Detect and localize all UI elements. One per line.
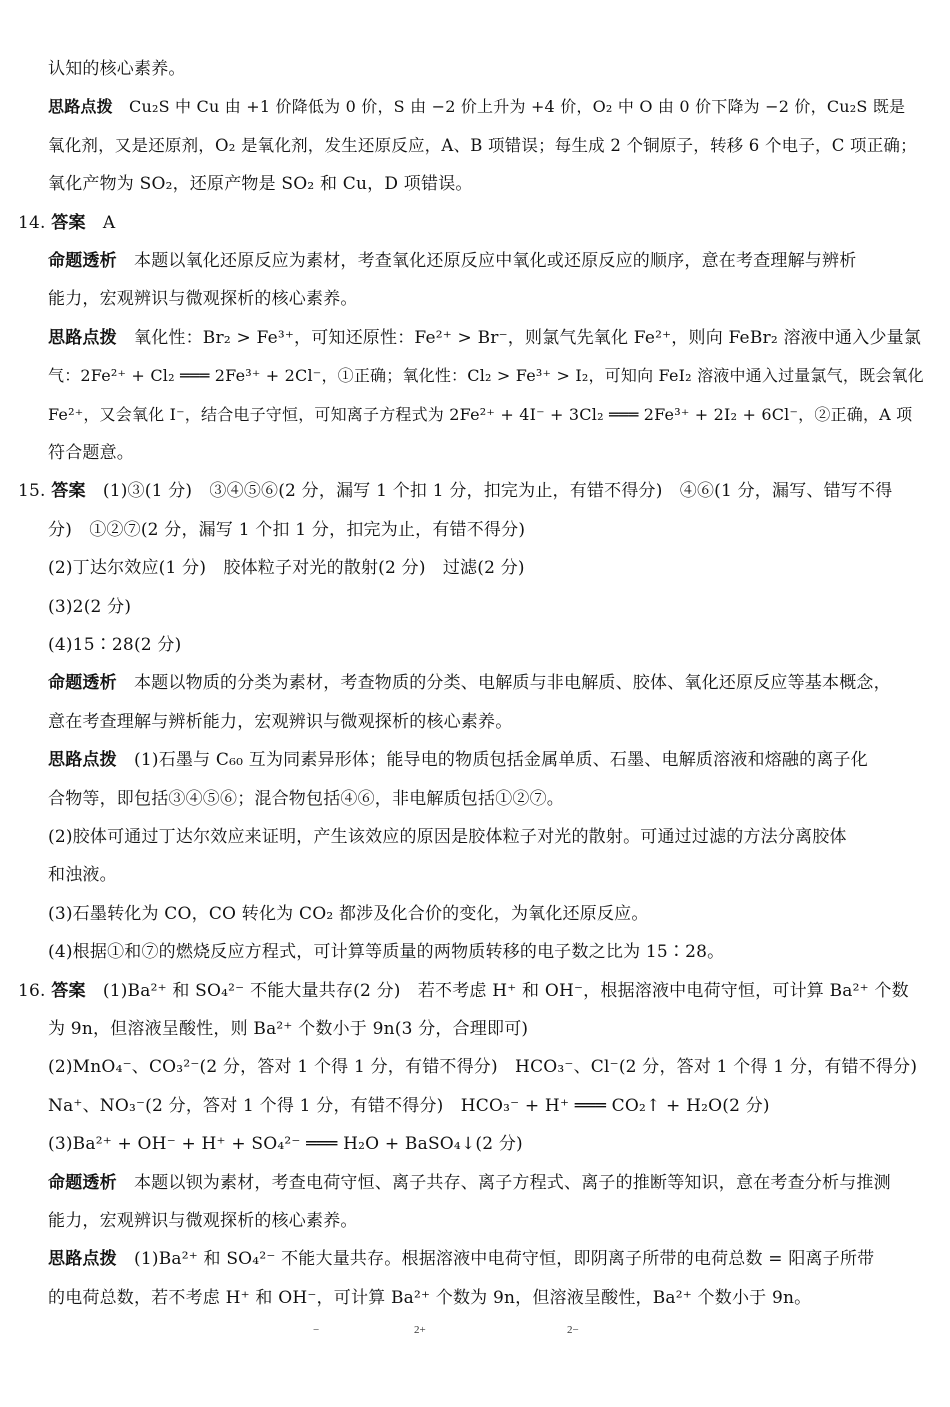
line-text: (2)胶体可通过丁达尔效应来证明，产生该效应的原因是胶体粒子对光的散射。可通过过滤的方法分离胶体 bbox=[48, 827, 847, 847]
text-line bbox=[48, 1209, 928, 1233]
line-text: (2)MnO₄⁻、CO₃²⁻(2 分，答对 1 个得 1 分，有错不得分) HCO₃⁻、Cl⁻(2 分，答对 1 个得 1 分，有错不得分) bbox=[48, 1057, 918, 1077]
text-line bbox=[48, 710, 928, 734]
text-line bbox=[48, 1171, 928, 1195]
question-number: 16. bbox=[18, 981, 52, 1001]
text-line bbox=[48, 671, 928, 695]
text-line bbox=[48, 326, 928, 350]
section-label: 答案 bbox=[51, 481, 86, 501]
line-text: 意在考查理解与辨析能力，宏观辨识与微观探析的核心素养。 bbox=[48, 712, 513, 732]
line-text: (1)Ba²⁺ 和 SO₄²⁻ 不能大量共存。根据溶液中电荷守恒，即阴离子所带的电荷总数 = 阳离子所带 bbox=[116, 1249, 875, 1269]
text-line bbox=[18, 211, 898, 235]
footer-fragment: − bbox=[313, 1324, 320, 1336]
line-text: (3)2(2 分) bbox=[48, 597, 132, 617]
text-line bbox=[48, 57, 928, 81]
text-line bbox=[48, 518, 928, 542]
text-line bbox=[48, 1286, 928, 1310]
text-line bbox=[48, 633, 928, 657]
line-text: 本题以氧化还原反应为素材，考查氧化还原反应中氧化或还原反应的顺序，意在考查理解与辨析 bbox=[116, 251, 857, 271]
section-label: 思路点拨 bbox=[48, 328, 117, 348]
section-label: 命题透析 bbox=[48, 673, 117, 693]
question-number: 14. bbox=[18, 213, 52, 233]
line-text: 认知的核心素养。 bbox=[48, 59, 186, 79]
text-line bbox=[48, 364, 928, 388]
section-label: 命题透析 bbox=[48, 1173, 117, 1193]
line-text: 本题以物质的分类为素材，考查物质的分类、电解质与非电解质、胶体、氧化还原反应等基本概念， bbox=[116, 673, 891, 693]
text-line bbox=[48, 940, 928, 964]
text-line bbox=[48, 1017, 928, 1041]
section-label: 答案 bbox=[51, 981, 86, 1001]
text-line bbox=[48, 287, 928, 311]
text-line bbox=[48, 1094, 928, 1118]
line-text: Fe²⁺，又会氧化 I⁻，结合电子守恒，可知离子方程式为 2Fe²⁺ + 4I⁻ + 3Cl₂ ═══ 2Fe³⁺ + 2I₂ + 6Cl⁻，②正确，A 项 bbox=[48, 405, 913, 424]
section-label: 思路点拨 bbox=[48, 750, 117, 770]
text-line bbox=[48, 902, 928, 926]
text-line bbox=[48, 95, 928, 119]
text-line bbox=[48, 863, 928, 887]
text-line bbox=[48, 748, 928, 772]
line-text: Na⁺、NO₃⁻(2 分，答对 1 个得 1 分，有错不得分) HCO₃⁻ + H⁺ ═══ CO₂↑ + H₂O(2 分) bbox=[48, 1096, 770, 1116]
line-text: 氧化产物为 SO₂，还原产物是 SO₂ 和 Cu，D 项错误。 bbox=[48, 174, 473, 194]
footer-fragment: 2+ bbox=[414, 1324, 426, 1336]
line-text: (4)15∶28(2 分) bbox=[48, 635, 182, 655]
line-text: 为 9n，但溶液呈酸性，则 Ba²⁺ 个数小于 9n(3 分，合理即可) bbox=[48, 1019, 529, 1039]
text-line bbox=[48, 134, 928, 158]
text-line bbox=[48, 1132, 928, 1156]
line-text: 氧化性：Br₂ > Fe³⁺，可知还原性：Fe²⁺ > Br⁻，则氯气先氧化 Fe²⁺，则向 FeBr₂ 溶液中通入少量氯 bbox=[116, 328, 922, 348]
text-line bbox=[48, 172, 928, 196]
line-text: (2)丁达尔效应(1 分) 胶体粒子对光的散射(2 分) 过滤(2 分) bbox=[48, 558, 525, 578]
text-line bbox=[48, 825, 928, 849]
line-text: (1)③(1 分) ③④⑤⑥(2 分，漏写 1 个扣 1 分，扣完为止，有错不得分) ④⑥(1 分，漏写、错写不得 bbox=[85, 481, 893, 501]
line-text: (3)Ba²⁺ + OH⁻ + H⁺ + SO₄²⁻ ═══ H₂O + BaSO₄↓(2 分) bbox=[48, 1134, 523, 1154]
line-text: 气：2Fe²⁺ + Cl₂ ═══ 2Fe³⁺ + 2Cl⁻，①正确；氧化性：Cl₂ > Fe³⁺ > I₂，可知向 FeI₂ 溶液中通入过量氯气，既会氧化 bbox=[48, 366, 924, 385]
line-text: 符合题意。 bbox=[48, 443, 134, 463]
text-line bbox=[18, 979, 909, 1003]
line-text: A bbox=[85, 213, 116, 233]
line-text: 能力，宏观辨识与微观探析的核心素养。 bbox=[48, 289, 358, 309]
question-number: 15. bbox=[18, 481, 52, 501]
line-text: 合物等，即包括③④⑤⑥；混合物包括④⑥，非电解质包括①②⑦。 bbox=[48, 789, 564, 809]
text-line bbox=[48, 1055, 928, 1079]
section-label: 思路点拨 bbox=[48, 1249, 117, 1269]
text-line bbox=[48, 1247, 928, 1271]
line-text: 本题以钡为素材，考查电荷守恒、离子共存、离子方程式、离子的推断等知识，意在考查分析与推测 bbox=[116, 1173, 891, 1193]
line-text: Cu₂S 中 Cu 由 +1 价降低为 0 价，S 由 −2 价上升为 +4 价，O₂ 中 O 由 0 价下降为 −2 价，Cu₂S 既是 bbox=[112, 97, 906, 116]
line-text: (3)石墨转化为 CO，CO 转化为 CO₂ 都涉及化合价的变化，为氧化还原反应。 bbox=[48, 904, 649, 924]
line-text: 和浊液。 bbox=[48, 865, 117, 885]
footer-fragment: 2− bbox=[567, 1324, 579, 1336]
section-label: 思路点拨 bbox=[48, 97, 113, 116]
text-line bbox=[48, 441, 928, 465]
text-line bbox=[18, 479, 898, 503]
text-line bbox=[48, 556, 928, 580]
text-line bbox=[48, 595, 928, 619]
line-text: 能力，宏观辨识与微观探析的核心素养。 bbox=[48, 1211, 358, 1231]
line-text: 的电荷总数，若不考虑 H⁺ 和 OH⁻，可计算 Ba²⁺ 个数为 9n，但溶液呈酸性，Ba²⁺ 个数小于 9n。 bbox=[48, 1288, 812, 1308]
line-text: (1)石墨与 C₆₀ 互为同素异形体；能导电的物质包括金属单质、石墨、电解质溶液和熔融的离子化 bbox=[116, 750, 868, 770]
line-text: 氧化剂，又是还原剂，O₂ 是氧化剂，发生还原反应，A、B 项错误；每生成 2 个铜原子，转移 6 个电子，C 项正确； bbox=[48, 136, 917, 155]
section-label: 命题透析 bbox=[48, 251, 117, 271]
line-text: (1)Ba²⁺ 和 SO₄²⁻ 不能大量共存(2 分) 若不考虑 H⁺ 和 OH⁻，根据溶液中电荷守恒，可计算 Ba²⁺ 个数 bbox=[85, 981, 909, 1001]
text-line bbox=[48, 403, 928, 427]
line-text: 分) ①②⑦(2 分，漏写 1 个扣 1 分，扣完为止，有错不得分) bbox=[48, 520, 526, 540]
text-line bbox=[48, 787, 928, 811]
text-line bbox=[48, 249, 928, 273]
line-text: (4)根据①和⑦的燃烧反应方程式，可计算等质量的两物质转移的电子数之比为 15∶28。 bbox=[48, 942, 725, 962]
section-label: 答案 bbox=[51, 213, 86, 233]
